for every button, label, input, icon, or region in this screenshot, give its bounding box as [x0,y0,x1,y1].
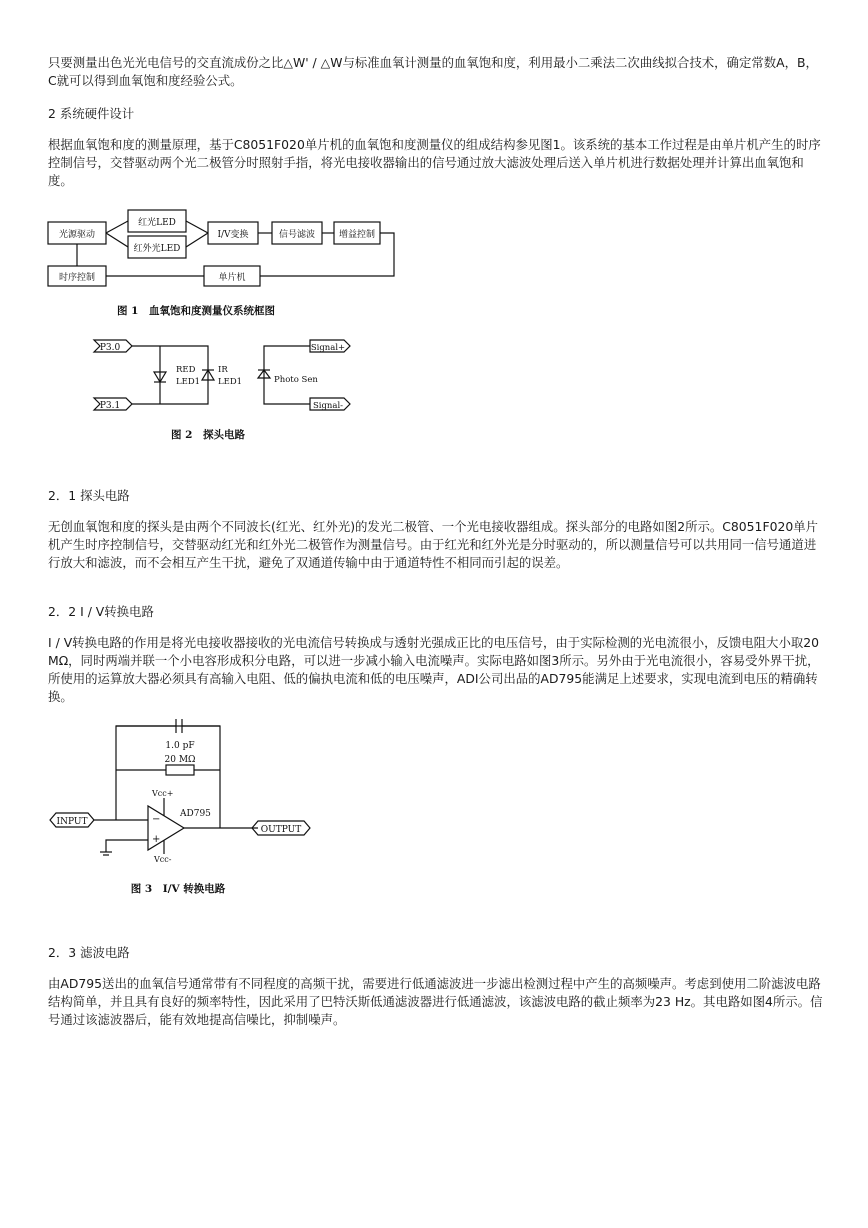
fig2-led1b: LED1 [218,377,243,387]
section-heading-2: 2 系统硬件设计 [48,106,135,121]
section-2-2-paragraph: I / V转换电路的作用是将光电接收器接收的光电流信号转换成与透射光强成正比的电压信号，由于实际检测的光电流很小，反馈电阻大小取20MΩ，同时两端并联一个小电容形成积分电路，可以进一步减小输入电流噪声。实际电路如图3所示。另外由于光电流很小，容易受外界干扰，所使用的运算放大器必须具有高输入电阻、低的偏执电流和低的电压噪声，ADI公司出品的AD795能满足上述要求，实现电流到电压的精确转换。 [48,635,820,704]
fig2-caption: 图 2 探头电路 [171,429,245,441]
fig3-vcc-minus: Vcc- [154,855,172,864]
fig1-ir-led: 红外光LED [133,244,181,254]
fig3-plus: + [152,834,161,845]
section-heading-2-2: 2．2 I / V转换电路 [48,604,154,619]
fig2-ir: IR [218,365,228,375]
fig1-filter: 信号滤波 [278,230,316,240]
figure-1-block-diagram [46,206,398,330]
fig2-signal-plus: Signal+ [310,343,346,353]
fig3-caption: 图 3 I/V 转换电路 [130,883,226,895]
fig3-opamp: AD795 [180,809,211,819]
fig1-caption: 图 1 血氧饱和度测量仪系统框图 [117,305,275,317]
section-heading-2-1: 2．1 探头电路 [48,488,130,503]
section-2-1-paragraph: 无创血氧饱和度的探头是由两个不同波长(红光、红外光)的发光二极管、一个光电接收器组成。探头部分的电路如图2所示。C8051F020单片机产生时序控制信号，交替驱动红光和红外光二极管作为测量信号。由于红光和红外光是分时驱动的，所以测量信号可以共用同一信号通道进行放大和滤波，而不会相互产生干扰，避免了双通道传输中由于通道特性不相同而引起的误差。 [48,519,818,570]
section-heading-2-3: 2．3 滤波电路 [48,945,130,960]
fig2-led1a: LED1 [176,377,201,387]
fig1-light-drive: 光源驱动 [58,230,96,240]
fig2-red: RED [176,365,196,375]
fig2-signal-minus: Signal- [312,401,344,411]
fig2-p31: P3.1 [99,401,121,411]
fig3-res: 20 MΩ [164,755,196,765]
fig3-minus: − [152,814,161,825]
fig3-output: OUTPUT [260,825,302,835]
fig2-photo: Photo Sen [274,375,318,385]
fig1-iv: I/V变换 [217,230,249,240]
section-2-paragraph: 根据血氧饱和度的测量原理，基于C8051F020单片机的血氧饱和度测量仪的组成结构参见图1。该系统的基本工作过程是由单片机产生的时序控制信号，交替驱动两个光二极管分时照射手指，将光电接收器输出的信号通过放大滤波处理后送入单片机进行数据处理并计算出血氧饱和度。 [48,137,821,188]
fig1-gain: 增益控制 [338,230,376,240]
section-2-3-paragraph: 由AD795送出的血氧信号通常带有不同程度的高频干扰，需要进行低通滤波进一步滤出检测过程中产生的高频噪声。考虑到使用二阶滤波电路结构简单，并且具有良好的频率特性，因此采用了巴特沃斯低通滤波器进行低通滤波，该滤波电路的截止频率为23 Hz。其电路如图4所示。信号通过该滤波器后，能有效地提高信噪比，抑制噪声。 [48,976,823,1027]
fig3-vcc-plus: Vcc+ [152,789,174,798]
fig1-timing: 时序控制 [58,273,96,283]
intro-paragraph: 只要测量出色光光电信号的交直流成份之比△W' / △W与标准血氧计测量的血氧饱和度，利用最小二乘法二次曲线拟合技术，确定常数A，B，C就可以得到血氧饱和度经验公式。 [48,55,818,88]
fig1-red-led: 红光LED [138,218,176,228]
figure-2-probe-circuit [88,334,360,446]
fig1-mcu: 单片机 [218,273,246,283]
figure-3-iv-circuit [48,718,314,900]
fig3-input: INPUT [56,817,88,827]
fig2-p30: P3.0 [99,343,121,353]
fig3-cap: 1.0 pF [165,741,195,751]
